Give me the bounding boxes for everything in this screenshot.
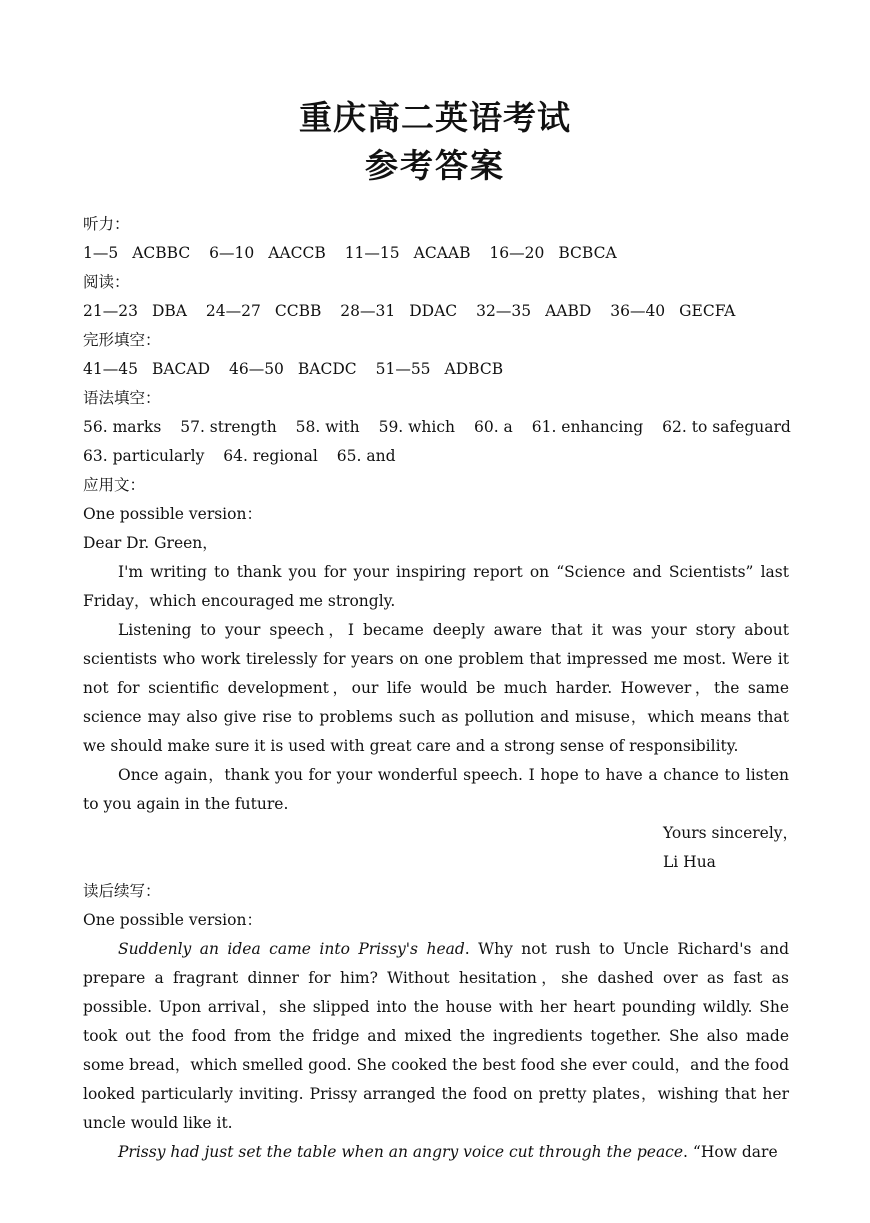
answer-range: 36—40 [610,302,666,320]
answer-key: GECFA [679,302,736,320]
answer-key: CCBB [274,302,322,320]
answer-key: AACCB [268,244,326,262]
grammar-answer: 61. enhancing [531,418,644,436]
grammar-answer: 65. and [336,447,396,465]
letter-paragraph-2: Listening to your speech，I became deeply aware that it was your story about scientists who work tirelessly for years on one problem that impressed me most. Were it not for scientific development，our life would be much harder. However，the same science may also give rise to problems such as pollution and misuse，which means that we should make sure it is used with great care and a strong sense of responsibility. [83,621,789,755]
grammar-answer: 57. strength [180,418,277,436]
answer-key: BACDC [297,360,357,378]
answer-key: AABD [545,302,592,320]
letter-closing: Yours sincerely， [663,824,799,842]
grammar-answer: 60. a [473,418,513,436]
grammar-answer: 63. particularly [83,447,205,465]
grammar-answer: 58. with [295,418,360,436]
story-second-opening-sentence: Prissy had just set the table when an angry voice cut through the peace [118,1143,684,1161]
answer-key: ACAAB [413,244,471,262]
answer-key: ADBCB [444,360,504,378]
answer-range: 1—5 [83,244,119,262]
answer-range: 6—10 [209,244,255,262]
grammar-answer: 59. which [378,418,456,436]
answer-body [83,210,799,1167]
grammar-answer: 64. regional [223,447,318,465]
story-paragraph-2-text: . “How dare [683,1143,778,1161]
answer-key: ACBBC [132,244,191,262]
section-heading-reading: 阅读： [83,273,130,291]
section-heading-continuation: 读后续写： [83,882,161,900]
grammar-answer: 62. to safeguard [662,418,791,436]
answers-grammar-line2 [83,442,789,471]
answer-range: 28—31 [340,302,396,320]
answer-range: 11—15 [344,244,400,262]
continuation-version-label: One possible version： [83,911,262,929]
letter-signature: Li Hua [663,853,716,871]
answer-key: DDAC [409,302,458,320]
answers-reading [83,297,789,326]
answer-range: 21—23 [83,302,138,320]
answers-grammar-line1 [83,413,789,442]
story-opening-sentence: Suddenly an idea came into Prissy's head [118,940,465,958]
answer-range: 51—55 [375,360,431,378]
section-heading-grammar: 语法填空： [83,389,161,407]
answers-cloze [83,355,789,384]
section-heading-cloze: 完形填空： [83,331,161,349]
page-subtitle: 参考答案 [365,146,505,185]
answer-key: BACAD [151,360,211,378]
answer-range: 24—27 [205,302,261,320]
letter-greeting: Dear Dr. Green， [83,534,218,552]
story-paragraph-2 [83,1138,789,1167]
answer-range: 41—45 [83,360,138,378]
section-heading-writing: 应用文： [83,476,146,494]
letter-paragraph-1: I'm writing to thank you for your inspiring report on “Science and Scientists” last Friday，which encouraged me strongly. [83,563,789,610]
answer-range: 46—50 [228,360,284,378]
answer-key: DBA [151,302,187,320]
story-paragraph-1 [83,935,789,1138]
page-title: 重庆高二英语考试 [299,98,571,137]
answer-range: 16—20 [489,244,545,262]
story-paragraph-1-text: . Why not rush to Uncle Richard's and prepare a fragrant dinner for him? Without hesitation，she dashed over as fast as possible. Upon arrival，she slipped into the house with her heart pounding wildly. She took out the food from the fridge and mixed the ingredients together. She also made some bread，which smelled good. She cooked the best food she ever could，and the food looked particularly inviting. Prissy arranged the food on pretty plates，wishing that her uncle would like it. [83,940,789,1132]
writing-version-label: One possible version： [83,505,262,523]
answers-listening [83,239,789,268]
answer-range: 32—35 [476,302,532,320]
grammar-answer: 56. marks [83,418,162,436]
answer-key: BCBCA [558,244,617,262]
section-heading-listening: 听力： [83,215,130,233]
letter-paragraph-3: Once again，thank you for your wonderful speech. I hope to have a chance to listen to you again in the future. [83,766,789,813]
